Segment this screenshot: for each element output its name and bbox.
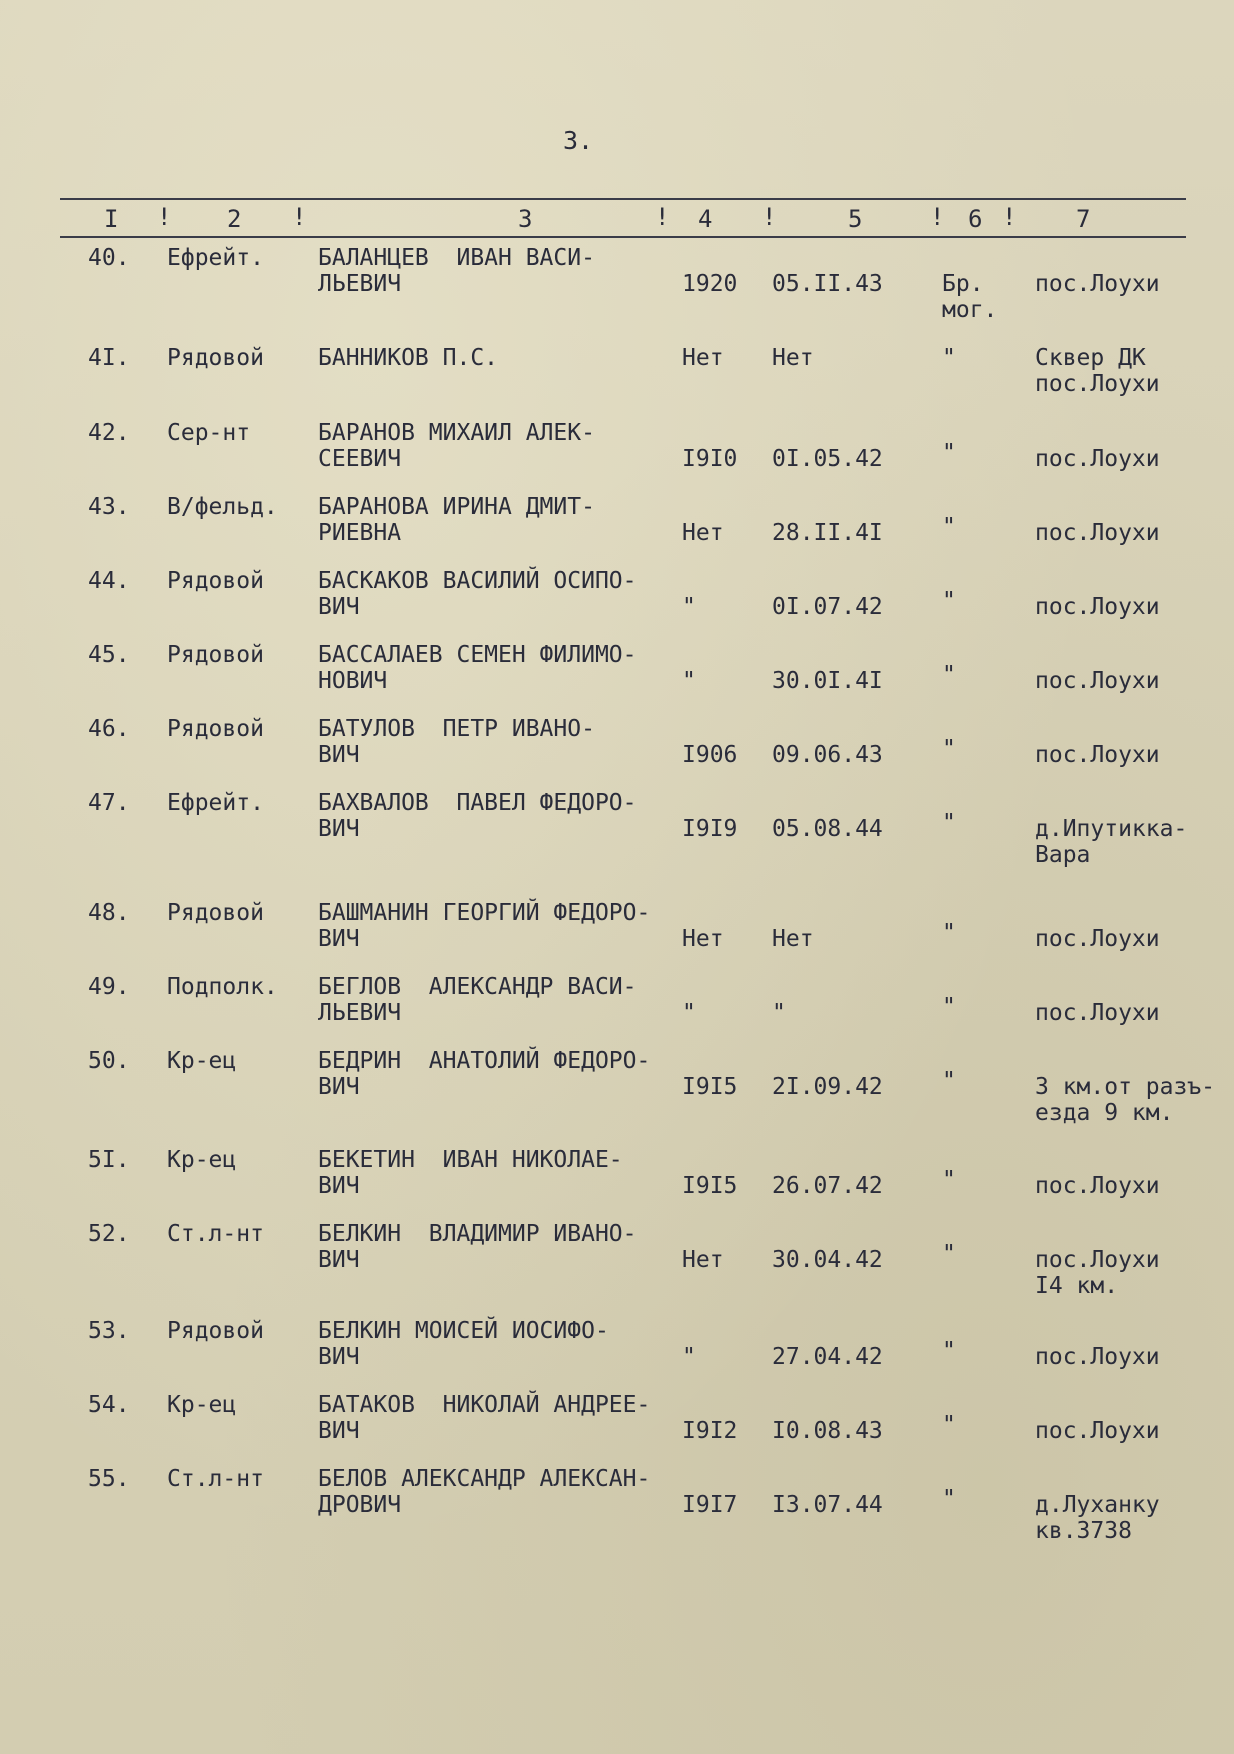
rank-cell: Ст.л-нт — [167, 1466, 264, 1492]
burial-type-cell: " — [942, 810, 956, 836]
death-date-cell: 05.II.43 — [772, 271, 883, 297]
birth-year-cell: " — [682, 594, 696, 620]
rank-cell: Рядовой — [167, 568, 264, 594]
death-date-cell: 26.07.42 — [772, 1173, 883, 1199]
death-date-cell: 30.04.42 — [772, 1247, 883, 1273]
row-number: 46. — [88, 716, 130, 742]
rank-cell: Ефрейт. — [167, 245, 264, 271]
name-cell: БАРАНОВА ИРИНА ДМИТ- РИЕВНА — [318, 494, 595, 546]
burial-place-cell: пос.Лоухи I4 км. — [1035, 1247, 1160, 1299]
name-cell: БАЛАНЦЕВ ИВАН ВАСИ- ЛЬЕВИЧ — [318, 245, 595, 297]
birth-year-cell: I906 — [682, 742, 738, 768]
row-number: 47. — [88, 790, 130, 816]
name-cell: БАТАКОВ НИКОЛАЙ АНДРЕЕ- ВИЧ — [318, 1392, 651, 1444]
rank-cell: Ефрейт. — [167, 790, 264, 816]
burial-place-cell: пос.Лоухи — [1035, 742, 1160, 768]
burial-type-cell: " — [942, 994, 956, 1020]
column-separator: ! — [762, 203, 777, 231]
burial-place-cell: пос.Лоухи — [1035, 446, 1160, 472]
name-cell: БАРАНОВ МИХАИЛ АЛЕК- СЕЕВИЧ — [318, 420, 595, 472]
burial-type-cell: " — [942, 440, 956, 466]
row-number: 53. — [88, 1318, 130, 1344]
death-date-cell: 09.06.43 — [772, 742, 883, 768]
name-cell: БАСКАКОВ ВАСИЛИЙ ОСИПО- ВИЧ — [318, 568, 637, 620]
burial-type-cell: Бр. мог. — [942, 271, 998, 323]
rank-cell: Рядовой — [167, 1318, 264, 1344]
row-number: 54. — [88, 1392, 130, 1418]
rank-cell: Кр-ец — [167, 1048, 237, 1074]
row-number: 45. — [88, 642, 130, 668]
burial-type-cell: " — [942, 514, 956, 540]
birth-year-cell: " — [682, 1000, 696, 1026]
row-number: 4I. — [88, 345, 130, 371]
row-number: 55. — [88, 1466, 130, 1492]
burial-place-cell: 3 км.от разъ- езда 9 км. — [1035, 1074, 1216, 1126]
death-date-cell: 05.08.44 — [772, 816, 883, 842]
page-number: 3. — [563, 126, 594, 155]
burial-place-cell: д.Ипутикка- Вара — [1035, 816, 1188, 868]
birth-year-cell: I9I9 — [682, 816, 738, 842]
column-header-1: I — [104, 205, 119, 233]
death-date-cell: 28.II.4I — [772, 520, 883, 546]
birth-year-cell: Нет — [682, 345, 724, 371]
birth-year-cell: Нет — [682, 1247, 724, 1273]
row-number: 52. — [88, 1221, 130, 1247]
name-cell: БАХВАЛОВ ПАВЕЛ ФЕДОРО- ВИЧ — [318, 790, 637, 842]
name-cell: БЕЛКИН МОИСЕЙ ИОСИФО- ВИЧ — [318, 1318, 609, 1370]
burial-type-cell: " — [942, 1338, 956, 1364]
burial-type-cell: " — [942, 345, 956, 371]
rank-cell: Рядовой — [167, 345, 264, 371]
death-date-cell: Нет — [772, 345, 814, 371]
row-number: 43. — [88, 494, 130, 520]
column-separator: ! — [1002, 203, 1017, 231]
name-cell: БЕЛКИН ВЛАДИМИР ИВАНО- ВИЧ — [318, 1221, 637, 1273]
birth-year-cell: I9I5 — [682, 1173, 738, 1199]
row-number: 44. — [88, 568, 130, 594]
burial-place-cell: пос.Лоухи — [1035, 594, 1160, 620]
burial-place-cell: пос.Лоухи — [1035, 926, 1160, 952]
burial-place-cell: пос.Лоухи — [1035, 1418, 1160, 1444]
rank-cell: Подполк. — [167, 974, 278, 1000]
column-header-4: 4 — [698, 205, 713, 233]
death-date-cell: 30.0I.4I — [772, 668, 883, 694]
burial-place-cell: пос.Лоухи — [1035, 520, 1160, 546]
rank-cell: Рядовой — [167, 642, 264, 668]
birth-year-cell: Нет — [682, 926, 724, 952]
burial-type-cell: " — [942, 1241, 956, 1267]
death-date-cell: " — [772, 1000, 786, 1026]
rank-cell: Ст.л-нт — [167, 1221, 264, 1247]
birth-year-cell: " — [682, 668, 696, 694]
burial-place-cell: д.Луханку кв.3738 — [1035, 1492, 1160, 1544]
burial-place-cell: пос.Лоухи — [1035, 1000, 1160, 1026]
rank-cell: Рядовой — [167, 716, 264, 742]
birth-year-cell: " — [682, 1344, 696, 1370]
birth-year-cell: I9I2 — [682, 1418, 738, 1444]
rank-cell: Кр-ец — [167, 1392, 237, 1418]
name-cell: БЕГЛОВ АЛЕКСАНДР ВАСИ- ЛЬЕВИЧ — [318, 974, 637, 1026]
rank-cell: В/фельд. — [167, 494, 278, 520]
birth-year-cell: I9I5 — [682, 1074, 738, 1100]
row-number: 49. — [88, 974, 130, 1000]
birth-year-cell: 1920 — [682, 271, 738, 297]
row-number: 48. — [88, 900, 130, 926]
header-top-rule — [60, 198, 1186, 200]
column-header-2: 2 — [227, 205, 242, 233]
burial-type-cell: " — [942, 588, 956, 614]
name-cell: БЕКЕТИН ИВАН НИКОЛАЕ- ВИЧ — [318, 1147, 623, 1199]
burial-type-cell: " — [942, 1068, 956, 1094]
death-date-cell: I3.07.44 — [772, 1492, 883, 1518]
birth-year-cell: I9I0 — [682, 446, 738, 472]
name-cell: БАШМАНИН ГЕОРГИЙ ФЕДОРО- ВИЧ — [318, 900, 651, 952]
death-date-cell: 0I.07.42 — [772, 594, 883, 620]
name-cell: БЕДРИН АНАТОЛИЙ ФЕДОРО- ВИЧ — [318, 1048, 651, 1100]
column-header-3: 3 — [518, 205, 533, 233]
burial-type-cell: " — [942, 736, 956, 762]
death-date-cell: 0I.05.42 — [772, 446, 883, 472]
rank-cell: Кр-ец — [167, 1147, 237, 1173]
row-number: 50. — [88, 1048, 130, 1074]
burial-type-cell: " — [942, 1412, 956, 1438]
column-header-5: 5 — [848, 205, 863, 233]
row-number: 42. — [88, 420, 130, 446]
burial-type-cell: " — [942, 662, 956, 688]
header-bottom-rule — [60, 236, 1186, 238]
rank-cell: Сер-нт — [167, 420, 251, 446]
column-separator: ! — [655, 203, 670, 231]
burial-place-cell: пос.Лоухи — [1035, 668, 1160, 694]
burial-type-cell: " — [942, 1486, 956, 1512]
death-date-cell: 27.04.42 — [772, 1344, 883, 1370]
birth-year-cell: I9I7 — [682, 1492, 738, 1518]
column-header-6: 6 — [968, 205, 983, 233]
column-separator: ! — [930, 203, 945, 231]
burial-place-cell: пос.Лоухи — [1035, 271, 1160, 297]
name-cell: БЕЛОВ АЛЕКСАНДР АЛЕКСАН- ДРОВИЧ — [318, 1466, 651, 1518]
row-number: 40. — [88, 245, 130, 271]
column-header-7: 7 — [1076, 205, 1091, 233]
burial-place-cell: пос.Лоухи — [1035, 1344, 1160, 1370]
burial-place-cell: пос.Лоухи — [1035, 1173, 1160, 1199]
burial-type-cell: " — [942, 1167, 956, 1193]
death-date-cell: 2I.09.42 — [772, 1074, 883, 1100]
name-cell: БАТУЛОВ ПЕТР ИВАНО- ВИЧ — [318, 716, 595, 768]
column-separator: ! — [157, 203, 172, 231]
burial-place-cell: Сквер ДК пос.Лоухи — [1035, 345, 1160, 397]
name-cell: БАССАЛАЕВ СЕМЕН ФИЛИМО- НОВИЧ — [318, 642, 637, 694]
name-cell: БАННИКОВ П.С. — [318, 345, 499, 371]
row-number: 5I. — [88, 1147, 130, 1173]
burial-type-cell: " — [942, 920, 956, 946]
death-date-cell: Нет — [772, 926, 814, 952]
rank-cell: Рядовой — [167, 900, 264, 926]
birth-year-cell: Нет — [682, 520, 724, 546]
death-date-cell: I0.08.43 — [772, 1418, 883, 1444]
column-separator: ! — [292, 203, 307, 231]
